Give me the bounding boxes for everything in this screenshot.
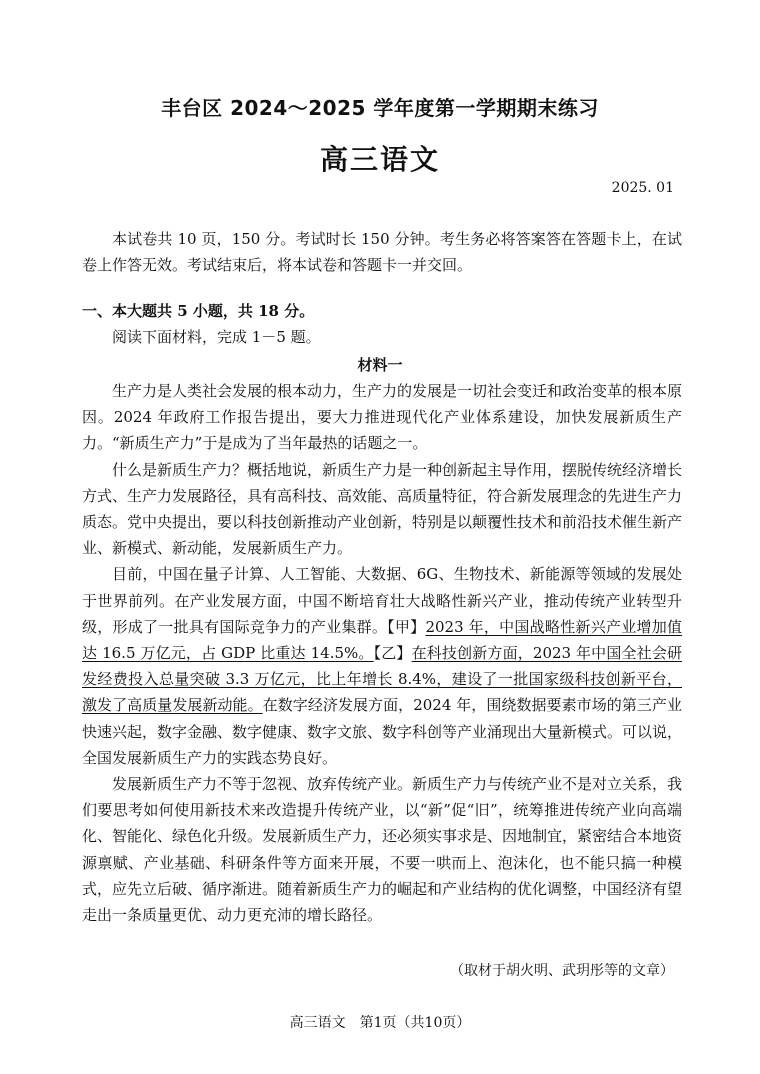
material-body (82, 378, 682, 928)
paragraph-3-rest: 在数字经济发展方面，2024 年，围绕数据要素市场的第三产业快速兴起，数字金融、数字健康、数字文旅、数字科创等产业涌现出大量新模式。可以说，全国发展新质生产力的实践态势良好。 (82, 696, 683, 767)
page-footer: 高三语文 第1页（共10页） (289, 1015, 471, 1031)
underlined-sentence-jia: 2023 年，中国战略性新兴产业增加值达 16.5 万亿元，占 GDP 比重达 14.5%。 (82, 617, 682, 663)
underlined-sentence-yi: 在科技创新方面，2023 年中国全社会研发经费投入总量突破 3.3 万亿元，比上年增长 8.4%，建设了一批国家级科技创新平台，激发了高质量发展新动能。 (82, 644, 682, 715)
section-instruction: 阅读下面材料，完成 1－5 题。 (112, 328, 321, 346)
paragraph-3 (82, 561, 682, 771)
marker-yi: 【乙】 (373, 644, 412, 663)
subject-title: 高三语文 (319, 143, 440, 176)
exam-date: 2025. 01 (611, 180, 674, 196)
marker-jia: 【甲】 (387, 617, 426, 636)
source-note: （取材于胡火明、武玥彤等的文章） (450, 963, 674, 979)
paragraph-4: 发展新质生产力不等于忽视、放弃传统产业。新质生产力与传统产业不是对立关系，我们要思考如何使用新技术来改造提升传统产业，以“新”促“旧”，统筹推进传统产业向高端化、智能化、绿色化升级。发展新质生产力，还必须实事求是、因地制宜，紧密结合本地资源禀赋、产业基础、科研条件等方面来开展，不要一哄而上、泡沫化，也不能只搞一种模式，应先立后破、循序渐进。随着新质生产力的崛起和产业结构的优化调整，中国经济有望走出一条质量更优、动力更充沛的增长路径。 (82, 775, 683, 925)
exam-title: 丰台区 2024～2025 学年度第一学期期末练习 (161, 96, 599, 120)
exam-notice: 本试卷共 10 页，150 分。考试时长 150 分钟。考生务必将答案答在答题卡上，在试卷上作答无效。考试结束后，将本试卷和答题卡一并交回。 (82, 230, 682, 274)
paragraph-1: 生产力是人类社会发展的根本动力，生产力的发展是一切社会变迁和政治变革的根本原因。2024 年政府工作报告提出，要大力推进现代化产业体系建设，加快发展新质生产力。“新质生产力”于是成为了当年最热的话题之一。 (82, 382, 683, 453)
paragraph-3-intro: 目前，中国在量子计算、人工智能、大数据、6G、生物技术、新能源等领域的发展处于世界前列。在产业发展方面，中国不断培育壮大战略性新兴产业，推动传统产业转型升级，形成了一批具有国际竞争力的产业集群。 (82, 565, 682, 636)
material-title: 材料一 (357, 356, 403, 374)
section-heading: 一、本大题共 5 小题，共 18 分。 (82, 302, 315, 320)
paragraph-2: 什么是新质生产力？概括地说，新质生产力是一种创新起主导作用，摆脱传统经济增长方式、生产力发展路径，具有高科技、高效能、高质量特征，符合新发展理念的先进生产力质态。党中央提出，要以科技创新推动产业创新，特别是以颠覆性技术和前沿技术催生新产业、新模式、新动能，发展新质生产力。 (82, 460, 683, 558)
